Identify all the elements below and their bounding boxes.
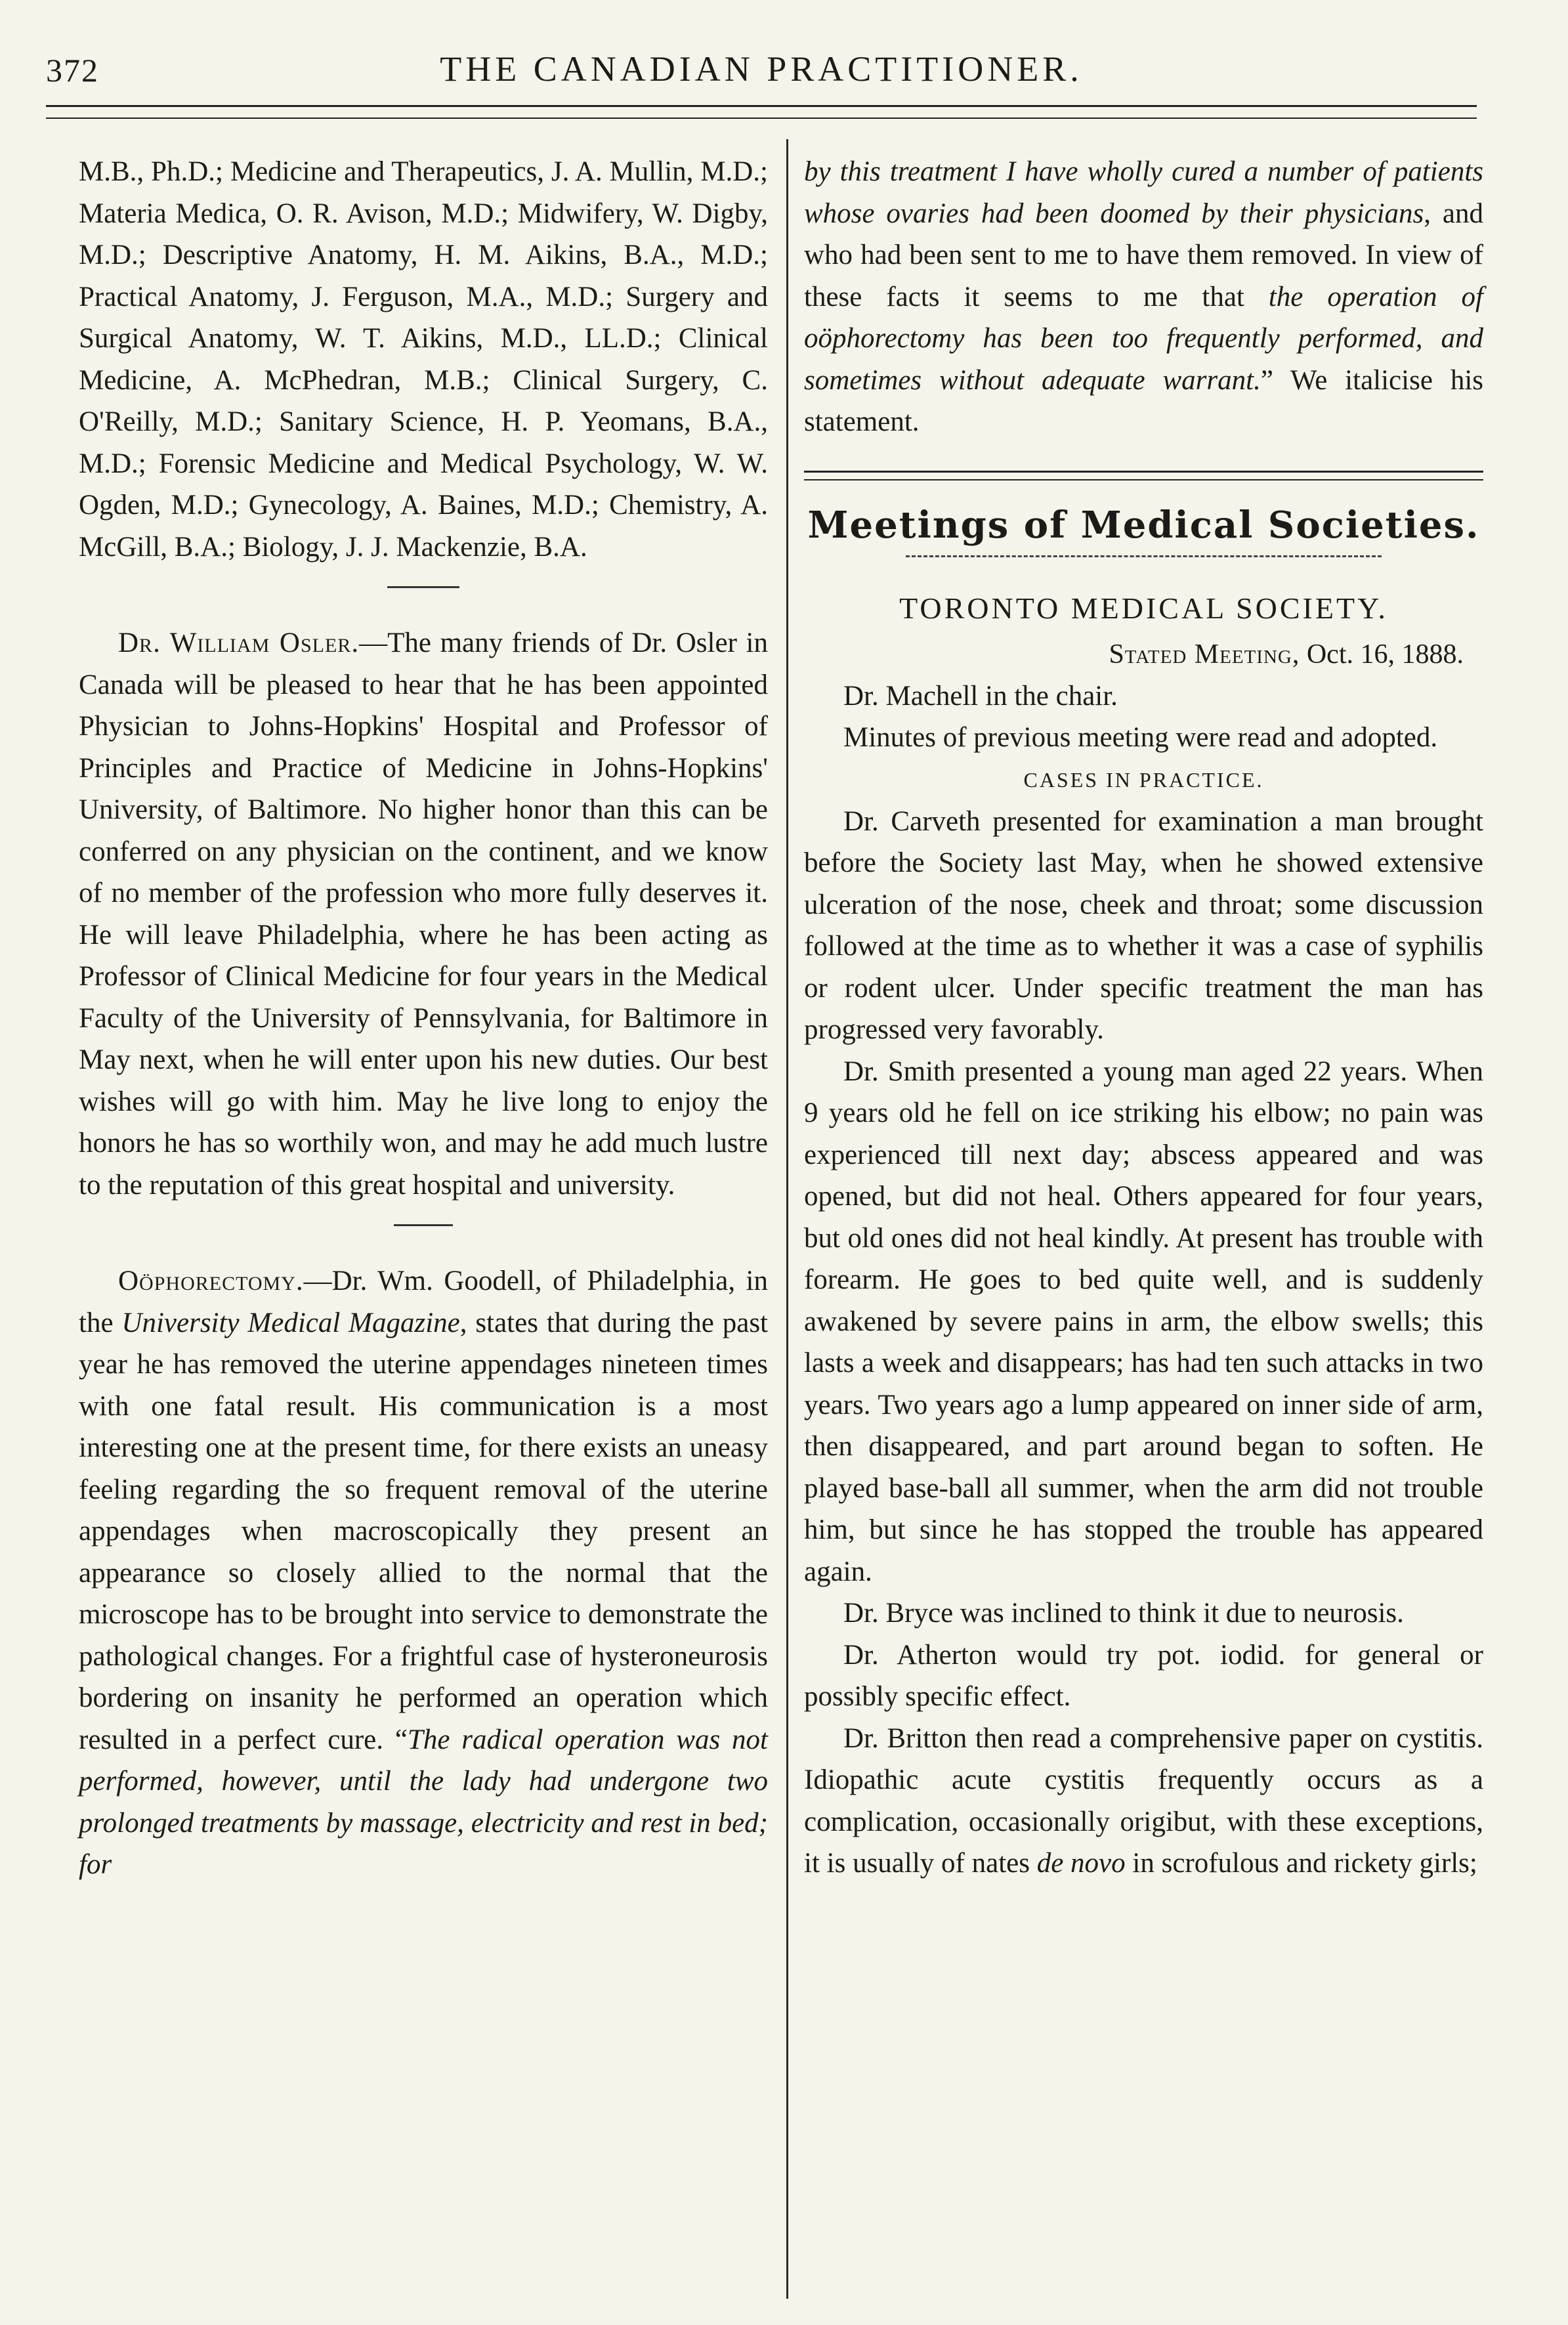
column-divider	[786, 139, 788, 2299]
quote-text: , and who had been sent to me to have them removed. In view of these facts it seems to me that	[804, 198, 1483, 312]
faculty-paragraph: M.B., Ph.D.; Medicine and Therapeutics, J. A. Mullin, M.D.; Materia Medica, O. R. Avison, M.D.; Midwifery, W. Digby, M.D.; Descriptive Anatomy, H. M. Aikins, B.A., M.D.; Practical Anatomy, J. Ferguson, M.A., M.D.; Surgery and Surgical Anatomy, W. T. Aikins, M.D., LL.D.; Clinical Medicine, A. McPhedran, M.B.; Clinical Surgery, C. O'Reilly, M.D.; Sanitary Science, H. P. Yeomans, B.A., M.D.; Forensic Medicine and Medical Psychology, W. W. Ogden, M.D.; Gynecology, A. Baines, M.D.; Chemistry, A. McGill, B.A.; Biology, J. J. Mackenzie, B.A.	[79, 156, 768, 563]
meeting-line	[804, 633, 1483, 675]
page-number: 372	[46, 52, 99, 89]
oophorectomy-text: —Dr. Wm. Goodell, of Philadelphia, in the	[79, 1266, 768, 1338]
oophorectomy-heading: Oöphorectomy.	[118, 1266, 304, 1296]
header-rule	[46, 105, 1477, 119]
right-column	[804, 151, 1483, 1885]
separator-rule	[387, 586, 459, 588]
osler-paragraph	[79, 622, 768, 1206]
dashed-rule	[906, 555, 1382, 557]
britton-text: Dr. Britton then read a comprehensive paper on cystitis. Idiopathic acute cystitis frequently occurs as a complication, occasionally origibut, with these exceptions, it is usually of nates	[804, 1722, 1483, 1879]
bryce-paragraph: Dr. Bryce was inclined to think it due to neurosis.	[843, 1598, 1404, 1629]
oophorectomy-text: , states that during the past year he has removed the uterine appendages nineteen times with one fatal result. His communication is a most interesting one at the present time, for there exists an uneasy feeling regarding the so frequent removal of the uterine appendages when macroscopically they present an appearance so closely allied to the normal that the microscope has to be brought into service to demonstrate the pathological changes. For a frightful case of hysteroneurosis bordering on insanity he performed an operation which resulted in a perfect cure. “	[79, 1307, 769, 1755]
continuation-paragraph	[804, 151, 1483, 443]
meeting-date: Oct. 16, 1888.	[1300, 639, 1464, 670]
minutes-line: Minutes of previous meeting were read and adopted.	[843, 722, 1438, 753]
chair-line: Dr. Machell in the chair.	[843, 680, 1118, 712]
oophorectomy-quote: The radical operation was not performed, however, until the lady had undergone two prolonged treatments by massage, electricity and rest in bed; for	[79, 1724, 768, 1880]
quote-text: ” We italicise his statement.	[804, 364, 1483, 437]
section-heading: Meetings of Medical Societies.	[807, 503, 1480, 547]
atherton-paragraph: Dr. Atherton would try pot. iodid. for general or possibly specific effect.	[804, 1639, 1483, 1712]
meeting-label: Stated Meeting,	[1109, 639, 1300, 670]
osler-heading: Dr. William Osler.	[118, 628, 360, 658]
society-name: TORONTO MEDICAL SOCIETY.	[899, 591, 1388, 625]
quote-italic: by this treatment I have wholly cured a number of patients whose ovaries had been doomed by their physicians	[804, 156, 1483, 229]
britton-paragraph	[804, 1718, 1483, 1885]
quote-italic: the operation of oöphorectomy has been too frequently performed, and sometimes without adequate warrant.	[804, 281, 1483, 396]
section-rule	[804, 471, 1483, 480]
running-title: THE CANADIAN PRACTITIONER.	[440, 49, 1083, 89]
carveth-paragraph: Dr. Carveth presented for examination a man brought before the Society last May, when he showed extensive ulceration of the nose, cheek and throat; some discussion followed at the time as to whether it was a case of syphilis or rodent ulcer. Under specific treatment the man has progressed very favorably.	[804, 805, 1483, 1045]
smith-paragraph: Dr. Smith presented a young man aged 22 years. When 9 years old he fell on ice striking his elbow; no pain was experienced till next day; abscess appeared and was opened, but did not heal. Others appeared for four years, but old ones did not heal kindly. At present has trouble with forearm. He goes to bed quite well, and is suddenly awakened by severe pains in arm, the elbow swells; this lasts a week and disappears; has had ten such attacks in two years. Two years ago a lump appeared on inner side of arm, then disappeared, and part around began to soften. He played base-ball all summer, when the arm did not trouble him, but since he has stopped the trouble has appeared again.	[804, 1056, 1483, 1587]
osler-text: —The many friends of Dr. Osler in Canada will be pleased to hear that he has been appointed Physician to Johns-Hopkins' Hospital and Professor of Principles and Practice of Medicine in Johns-Hopkins' University, of Baltimore. No higher honor than this can be conferred on any physician on the continent, and we know of no member of the profession who more fully deserves it. He will leave Philadelphia, where he has been acting as Professor of Clinical Medicine for four years in the Medical Faculty of the University of Pennsylvania, for Baltimore in May next, when he will enter upon his new duties. Our best wishes will go with him. May he live long to enjoy the honors he has so worthily won, and may he add much lustre to the reputation of this great hospital and university.	[79, 628, 768, 1201]
britton-text: in scrofulous and rickety girls;	[1125, 1848, 1477, 1879]
oophorectomy-paragraph	[79, 1260, 768, 1886]
page-header	[46, 39, 1477, 98]
separator-rule	[394, 1224, 453, 1226]
britton-italic: de novo	[1036, 1848, 1126, 1879]
cases-heading: CASES IN PRACTICE.	[1023, 767, 1264, 792]
journal-title: University Medical Magazine	[121, 1307, 460, 1338]
left-column	[79, 151, 768, 1886]
